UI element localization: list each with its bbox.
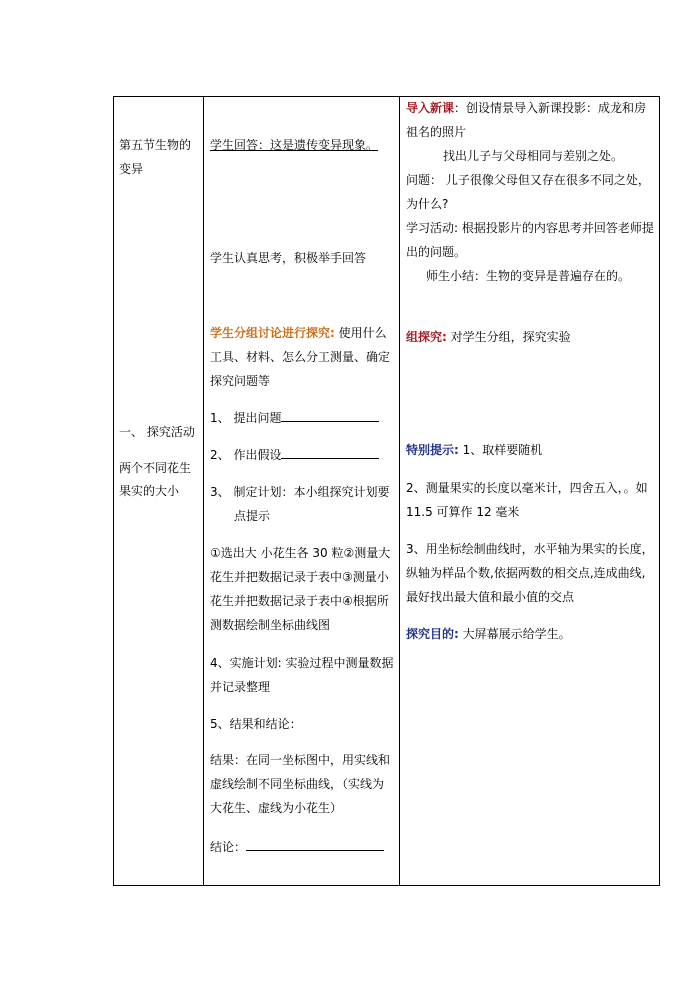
learning-line1: 学习活动: 根据投影片的内容思考并回答老师提 [406,221,654,235]
plan-line3: 花生并把数据记录于表中④根据所 [210,594,389,608]
student-answer-2: 学生认真思考，积极举手回答 [210,251,367,265]
tip3-line3: 最好找出最大值和最小值的交点 [406,590,575,604]
tip3-line2: 纵轴为样品个数,依据两数的相交点,连成曲线, [406,566,646,580]
step-2-label: 2、 作出假设 [210,448,282,462]
result-line3: 大花生、虚线为小花生） [210,801,343,815]
tip-line [406,439,542,462]
goal-label: 探究目的: [406,627,459,641]
student-activity-column [204,97,399,885]
group-discussion-label: 学生分组讨论进行探究: [210,326,335,340]
group-discussion-text1: 使用什么 [334,326,387,340]
organize-label: 组探究: [406,330,447,344]
tip2-line1: 2、测量果实的长度以毫米计，四舍五入，。如 [406,481,648,495]
step-4-line2: 并记录整理 [210,680,271,694]
activity-title-line1: 一、 探究活动 [119,425,195,439]
conclusion-label: 结论： [210,840,247,854]
step-4-line1: 4、实施计划: 实验过程中测量数据 [210,656,394,670]
student-answer-1 [210,134,378,157]
question-line1: 问题： 儿子很像父母但又存在很多不同之处， [406,173,650,187]
step-3-line1: 3、 制定计划：本小组探究计划要 [210,485,390,499]
tip3-line1: 3、用坐标绘制曲线时，水平轴为果实的长度， [406,542,654,556]
learning-line2: 出的问题。 [406,245,467,259]
plan-line2: 花生并把数据记录于表中③测量小 [210,570,389,584]
intro-line2: 祖名的照片 [406,125,467,139]
tip-label: 特别提示: [406,443,459,457]
group-discussion-line3: 探究问题等 [210,374,271,388]
organize-text: 对学生分组，探究实验 [446,330,571,344]
step-3-line2: 点提示 [234,509,271,523]
goal-line [406,623,571,646]
plan-line1: ①选出大 小花生各 30 粒②测量大 [210,546,391,560]
section-title-line1: 第五节生物的 [119,138,192,152]
step-1-blank [281,409,379,422]
intro-text1: ：创设情景导入新课投影：成龙和房 [454,101,647,115]
teacher-activity-column [400,97,660,885]
intro-line3: 找出儿子与父母相同与差别之处。 [443,149,624,163]
lesson-plan-table [113,96,660,886]
section-title-line2: 变异 [119,162,144,176]
step-2 [210,444,379,467]
student-answer-1-text: 学生回答：这是遗传变异现象。 [210,138,379,152]
step-5: 5、结果和结论： [210,717,302,731]
question-line2: 为什么? [406,197,449,211]
tip-text: 1、取样要随机 [458,443,543,457]
plan-line4: 测数据绘制坐标曲线图 [210,618,331,632]
result-line2: 虚线绘制不同坐标曲线，（实线为 [210,777,385,791]
topic-column [114,97,203,885]
organize-line [406,326,571,349]
step-2-blank [281,446,379,459]
conclusion-blank [246,838,384,851]
result-line1: 结果：在同一坐标图中，用实线和 [210,753,391,767]
conclusion [210,836,384,859]
summary: 师生小结：生物的变异是普遍存在的。 [426,269,631,283]
group-discussion-line1 [210,322,387,345]
goal-text: 大屏幕展示给学生。 [458,627,571,641]
tip2-line2: 11.5 可算作 12 毫米 [406,505,520,519]
intro-line1 [406,97,646,120]
step-1 [210,407,379,430]
activity-title-line3: 果实的大小 [119,484,180,498]
group-discussion-line2: 工具、材料、怎么分工测量、确定 [210,350,391,364]
intro-label: 导入新课 [406,101,455,115]
activity-title-line2: 两个不同花生 [119,461,192,475]
step-1-label: 1、 提出问题 [210,411,282,425]
